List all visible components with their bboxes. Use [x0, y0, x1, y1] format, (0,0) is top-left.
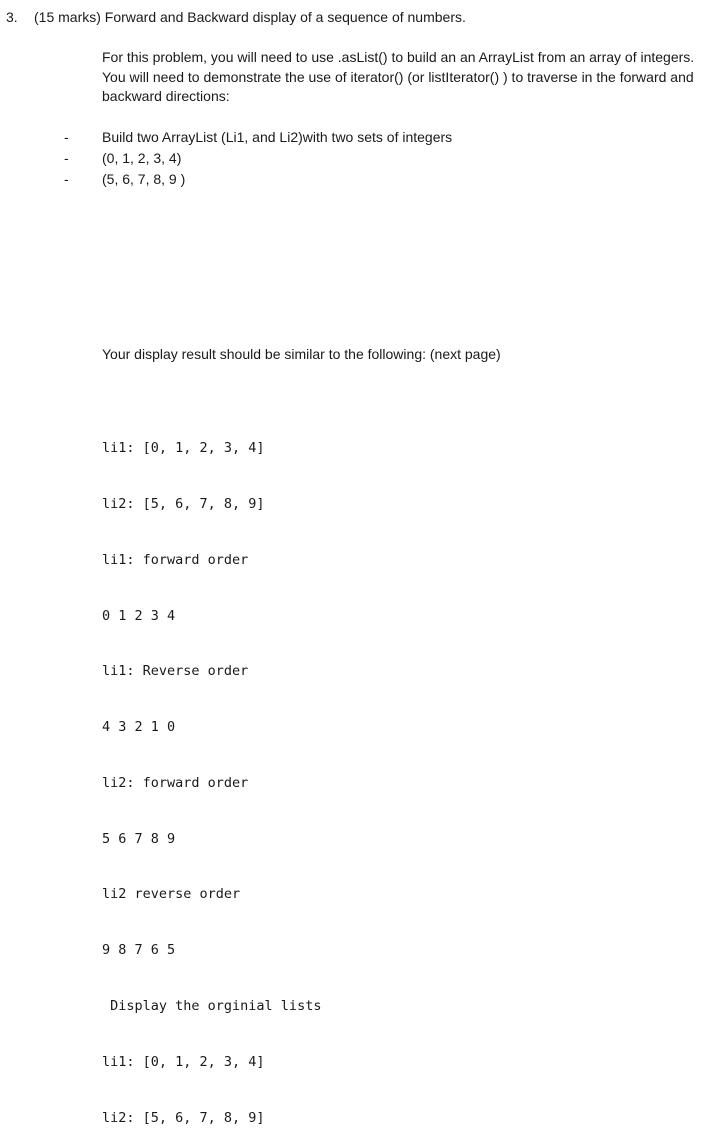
output-line: li2: forward order [102, 774, 249, 791]
display-note: Your display result should be similar to the following: (next page) [102, 346, 501, 362]
output-line: 5 6 7 8 9 [102, 830, 176, 847]
sample-output [102, 402, 321, 1146]
bullet-dash: - [64, 150, 69, 166]
bullet-list [64, 127, 452, 190]
question-title: (15 marks) Forward and Backward display of a sequence of numbers. [34, 9, 466, 25]
output-line: li2: [5, 6, 7, 8, 9] [102, 1109, 265, 1126]
output-line: li2 reverse order [102, 886, 241, 903]
question-header [6, 8, 466, 27]
bullet-text: (5, 6, 7, 8, 9 ) [102, 171, 186, 187]
output-line: li1: forward order [102, 551, 249, 568]
intro-paragraph: For this problem, you will need to use .asList() to build an an ArrayList from an array of integers. You will need to demonstrate the use of iterator() (or listIterator() ) to traverse in the forward and backward directions: [102, 49, 695, 104]
question-number: 3. [6, 9, 18, 25]
output-line: li2: [5, 6, 7, 8, 9] [102, 495, 265, 512]
output-line: li1: Reverse order [102, 663, 249, 680]
output-line: li1: [0, 1, 2, 3, 4] [102, 440, 265, 457]
output-line: 4 3 2 1 0 [102, 719, 176, 736]
output-line: Display the orginial lists [102, 998, 322, 1014]
output-line: 9 8 7 6 5 [102, 942, 176, 959]
bullet-text: (0, 1, 2, 3, 4) [102, 150, 182, 166]
intro-section [102, 48, 702, 107]
bullet-item [64, 169, 452, 190]
output-line: li1: [0, 1, 2, 3, 4] [102, 1053, 265, 1070]
bullet-dash: - [64, 171, 69, 187]
bullet-item [64, 148, 452, 169]
bullet-item [64, 127, 452, 148]
output-line: 0 1 2 3 4 [102, 607, 176, 624]
bullet-text: Build two ArrayList (Li1, and Li2)with two sets of integers [102, 129, 453, 145]
bullet-dash: - [64, 129, 69, 145]
